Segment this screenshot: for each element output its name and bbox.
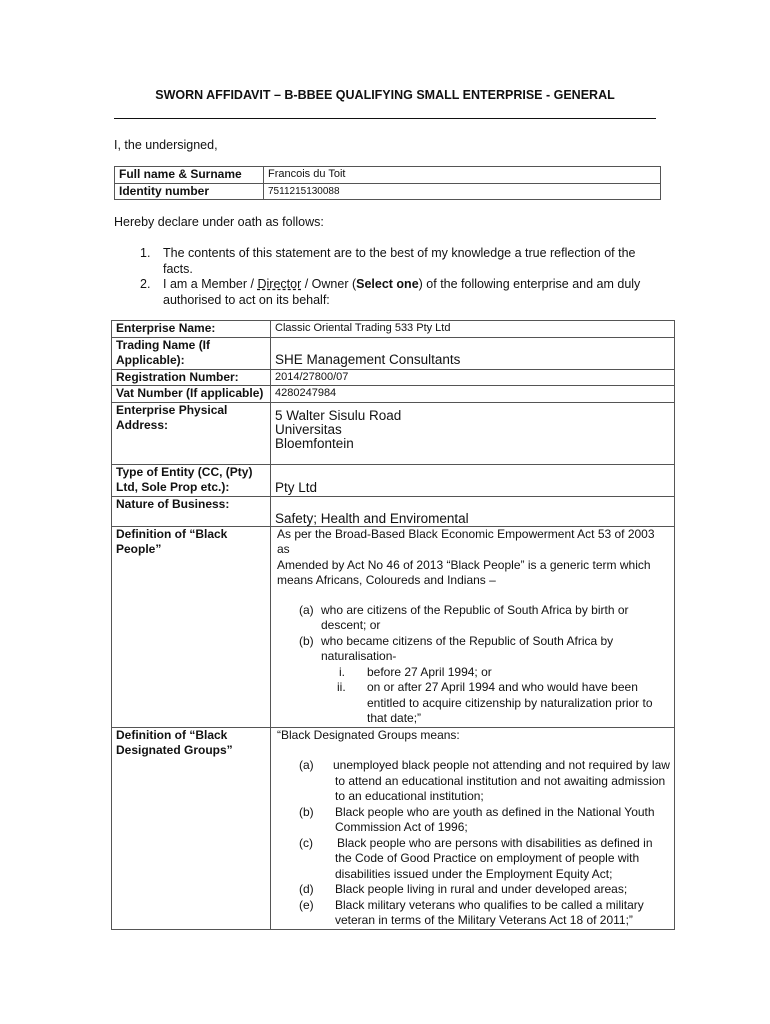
list-item: naturalisation- [321,649,397,663]
list-item: on or after 27 April 1994 and who would have been [367,680,638,694]
statement-2-line2: authorised to act on its behalf: [163,293,330,307]
vat-number-label: Vat Number (If applicable) [112,386,271,403]
list-item: disabilities issued under the Employment Equity Act; [335,866,613,881]
statement-1-text: The contents of this statement are to the best of my knowledge a true reflection of the facts. [163,246,636,276]
list-item: the Code of Good Practice on employment of people with [335,851,640,865]
list-item: Black people who are persons with disabilities as defined in [337,835,653,850]
list-marker: ii. [337,680,346,694]
list-item: Black military veterans who qualifies to be called a military [335,897,644,912]
full-name-field[interactable]: Francois du Toit [264,167,661,184]
trading-name-field[interactable]: SHE Management Consultants [271,337,675,369]
address-line-2: Universitas [275,421,342,437]
black-people-intro-2: Amended by Act No 46 of 2013 “Black People” is a generic term which [277,557,651,572]
nature-of-business-field[interactable]: Safety; Health and Enviromental [271,496,675,526]
registration-number-field[interactable]: 2014/27800/07 [271,369,675,386]
identity-number-label: Identity number [115,183,264,200]
designated-intro: “Black Designated Groups means: [277,727,460,742]
full-name-label: Full name & Surname [115,167,264,184]
list-marker: (b) [299,804,314,819]
list-marker: (b) [299,633,314,648]
designated-groups-definition [271,727,675,929]
statement-2-text [163,276,663,292]
declare-text: Hereby declare under oath as follows: [114,215,324,229]
nature-of-business-label: Nature of Business: [112,496,271,526]
list-item: to an educational institution; [335,789,484,803]
physical-address-label: Enterprise Physical Address: [112,402,271,464]
enterprise-table [111,320,675,930]
list-item: that date;” [367,711,422,725]
intro-text: I, the undersigned, [114,138,218,152]
list-item: to attend an educational institution and not awaiting admission [335,773,666,788]
list-item: who are citizens of the Republic of South Africa by birth or [321,602,629,617]
entity-type-label: Type of Entity (CC, (Pty) Ltd, Sole Prop etc.): [112,464,271,496]
physical-address-field[interactable] [271,402,675,464]
list-item: before 27 April 1994; or [367,664,492,679]
person-table [114,166,661,200]
trading-name-label: Trading Name (If Applicable): [112,337,271,369]
select-one-text: Select one [356,277,419,291]
address-line-1: 5 Walter Sisulu Road [275,407,402,423]
list-item: Black people who are youth as defined in the National Youth [335,804,655,819]
vat-number-field[interactable]: 4280247984 [271,386,675,403]
list-item: who became citizens of the Republic of South Africa by [321,633,614,648]
list-item: unemployed black people not attending and not required by law [333,758,670,772]
registration-number-label: Registration Number: [112,369,271,386]
list-marker: (e) [299,897,314,912]
black-people-intro-3: means Africans, Coloureds and Indians – [277,573,496,587]
black-people-definition [271,526,675,727]
list-marker: i. [339,664,345,679]
list-item: entitled to acquire citizenship by naturalization prior to [367,695,653,710]
list-marker: (c) [299,835,313,850]
director-option[interactable]: Director [257,277,302,291]
list-item: veteran in terms of the Military Veterans Act 18 of 2011;” [335,913,633,927]
statement-2-pre: I am a Member / [163,277,258,291]
list-marker: (d) [299,882,314,896]
statement-1-number: 1. [140,246,151,260]
black-people-label: Definition of “Black People” [112,526,271,727]
list-marker: (a) [299,758,314,772]
list-item: Black people living in rural and under developed areas; [335,882,628,896]
designated-groups-label: Definition of “Black Designated Groups” [112,727,271,929]
statement-2-post: ) of the following enterprise and am duly [418,277,641,291]
black-people-intro-1: As per the Broad-Based Black Economic Empowerment Act 53 of 2003 as [277,526,655,556]
address-line-3: Bloemfontein [275,435,354,451]
entity-type-field[interactable]: Pty Ltd [271,464,675,496]
enterprise-name-label: Enterprise Name: [112,321,271,338]
list-item: Commission Act of 1996; [335,820,468,834]
list-marker: (a) [299,602,314,617]
title-divider [114,118,656,119]
list-item: descent; or [321,618,381,632]
enterprise-name-field[interactable]: Classic Oriental Trading 533 Pty Ltd [271,321,675,338]
document-title: SWORN AFFIDAVIT – B-BBEE QUALIFYING SMALL ENTERPRISE - GENERAL [155,88,615,102]
statement-2-mid: / Owner ( [301,277,357,291]
statement-2-number: 2. [140,277,151,291]
identity-number-field[interactable]: 7511215130088 [264,183,661,200]
